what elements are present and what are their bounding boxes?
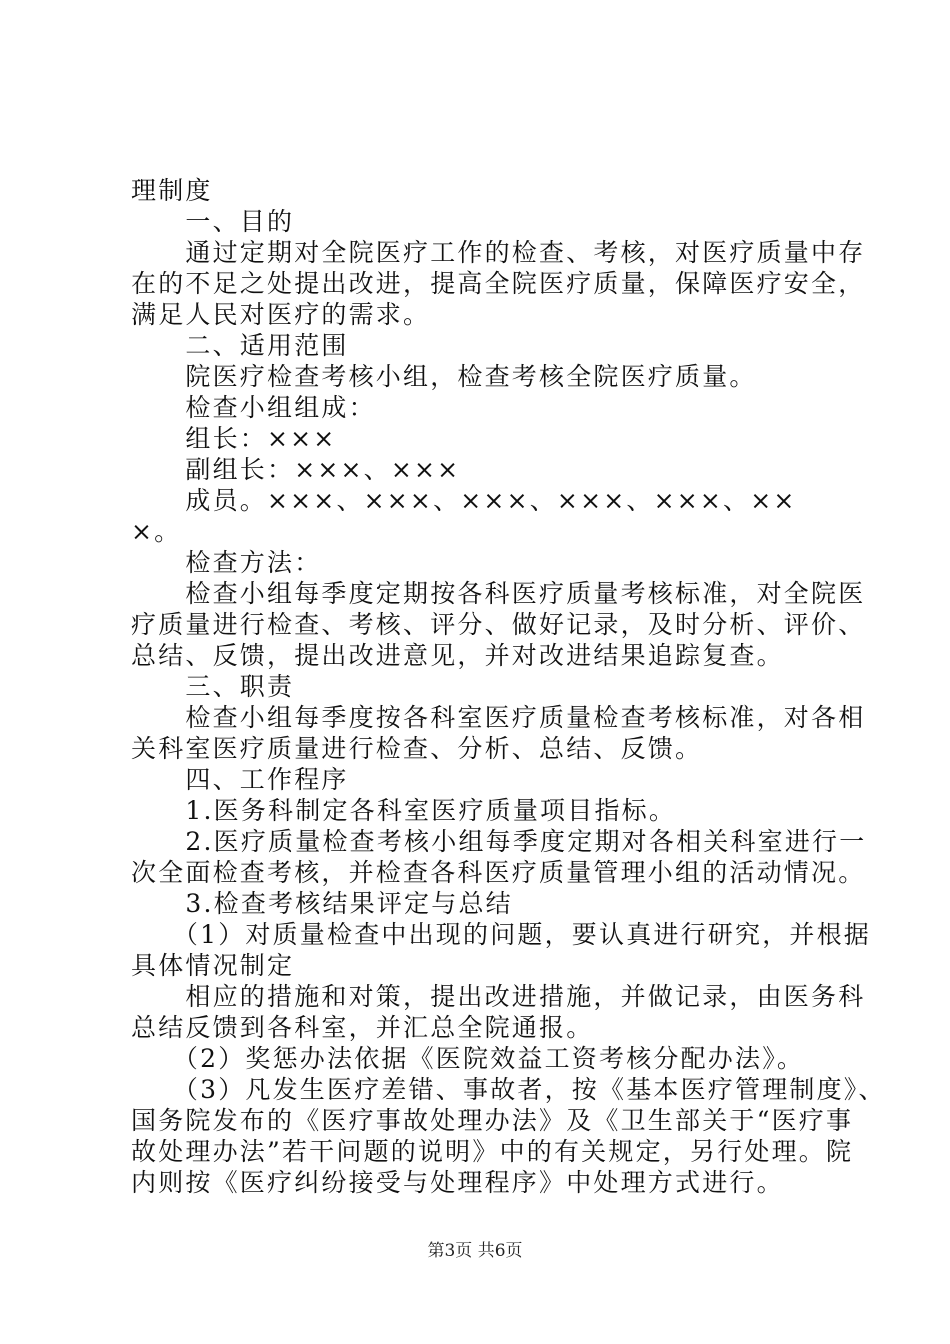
text-line: 1.医务科制定各科室医疗质量项目指标。 (131, 796, 677, 825)
text-line: （3）凡发生医疗差错、事故者，按《基本医疗管理制度》、 (131, 1075, 886, 1104)
text-line: 检查小组组成： (131, 393, 376, 422)
text-line: 总结、反馈，提出改进意见，并对改进结果追踪复查。 (131, 641, 784, 670)
text-line: （1）对质量检查中出现的问题，要认真进行研究，并根据 (131, 920, 872, 949)
section-heading: 三、职责 (131, 672, 295, 701)
text-line: 2.医疗质量检查考核小组每季度定期对各相关科室进行一 (131, 827, 867, 856)
text-line: 3.检查考核结果评定与总结 (131, 889, 513, 918)
text-line: 检查方法： (131, 548, 322, 577)
text-line: ×。 (131, 517, 182, 546)
text-line: 组长：××× (131, 424, 337, 453)
text-line: 国务院发布的《医疗事故处理办法》及《卫生部关于“医疗事 (131, 1106, 854, 1135)
text-line: 疗质量进行检查、考核、评分、做好记录，及时分析、评价、 (131, 610, 866, 639)
text-line: 理制度 (131, 176, 213, 205)
text-line: （2）奖惩办法依据《医院效益工资考核分配办法》。 (131, 1044, 805, 1073)
text-line: 在的不足之处提出改进，提高全院医疗质量，保障医疗安全， (131, 269, 866, 298)
section-heading: 四、工作程序 (131, 765, 349, 794)
text-line: 故处理办法”若干问题的说明》中的有关规定，另行处理。院 (131, 1137, 854, 1166)
text-line: 检查小组每季度按各科室医疗质量检查考核标准，对各相 (131, 703, 866, 732)
text-line: 关科室医疗质量进行检查、分析、总结、反馈。 (131, 734, 703, 763)
section-heading: 一、目的 (131, 207, 295, 236)
text-line: 院医疗检查考核小组，检查考核全院医疗质量。 (131, 362, 757, 391)
text-line: 具体情况制定 (131, 951, 295, 980)
text-line: 满足人民对医疗的需求。 (131, 300, 431, 329)
text-line: 相应的措施和对策，提出改进措施，并做记录，由医务科 (131, 982, 866, 1011)
text-line: 通过定期对全院医疗工作的检查、考核，对医疗质量中存 (131, 238, 866, 267)
text-line: 成员。×××、×××、×××、×××、×××、×× (131, 486, 797, 515)
section-heading: 二、适用范围 (131, 331, 349, 360)
text-line: 次全面检查考核，并检查各科医疗质量管理小组的活动情况。 (131, 858, 866, 887)
text-line: 内则按《医疗纠纷接受与处理程序》中处理方式进行。 (131, 1168, 784, 1197)
text-line: 总结反馈到各科室，并汇总全院通报。 (131, 1013, 594, 1042)
page-number: 第3页 共6页 (427, 1241, 523, 1261)
text-line: 检查小组每季度定期按各科医疗质量考核标准，对全院医 (131, 579, 866, 608)
text-line: 副组长：×××、××× (131, 455, 461, 484)
